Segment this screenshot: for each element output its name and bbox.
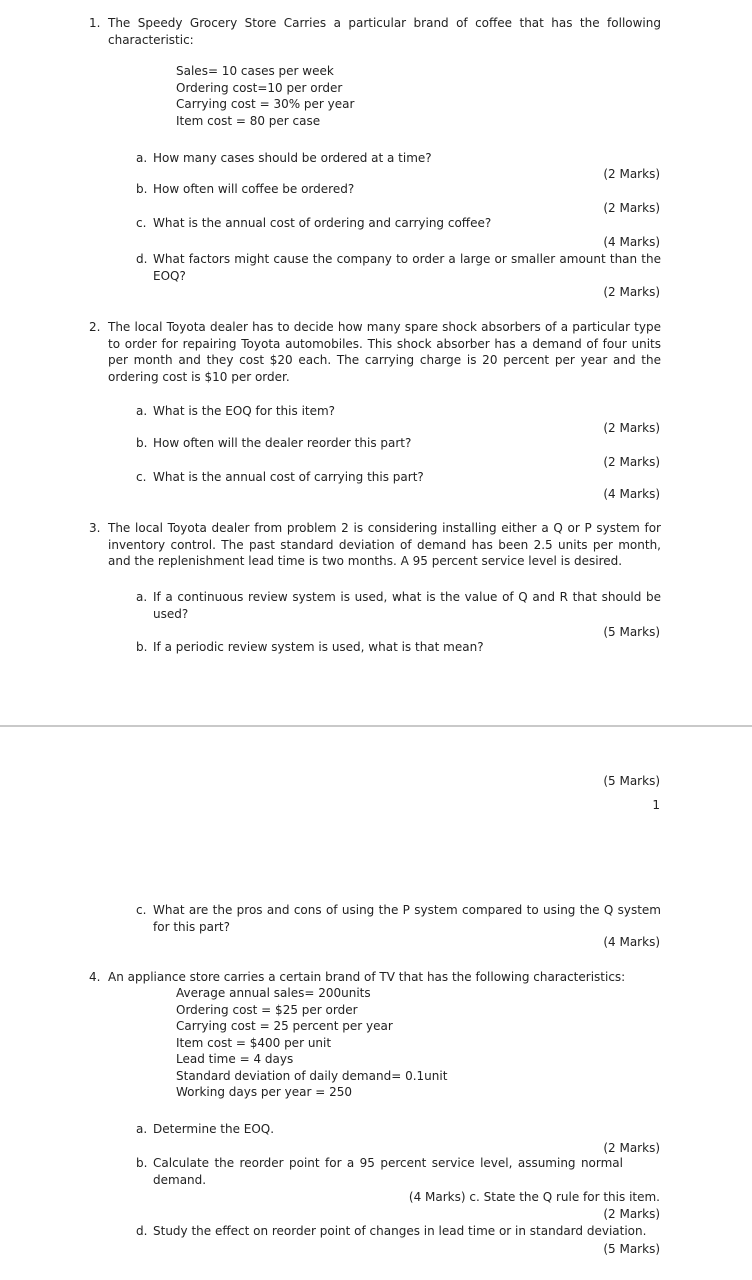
- q1c-label: c.: [136, 216, 147, 230]
- q3a-marks: (5 Marks): [603, 625, 660, 639]
- q3-text: The local Toyota dealer from problem 2 is considering installing either a Q or P system for inventory control. The past standard deviation of demand has been 2.5 units per month, and the replenishment lead time is two months. A 95 percent service level is desired.: [108, 521, 661, 568]
- q3c-marks: (4 Marks): [603, 935, 660, 949]
- q2a-marks: (2 Marks): [603, 421, 660, 435]
- q2a-text: What is the EOQ for this item?: [153, 404, 336, 418]
- page-number: 1: [652, 798, 660, 812]
- q4b-marks: (4 Marks): [408, 1190, 466, 1204]
- q4d-label: d.: [136, 1224, 148, 1238]
- q4-data-item-cost: Item cost = $400 per unit: [176, 1035, 332, 1050]
- q4-text: An appliance store carries a certain brand of TV that has the following characteristics:: [108, 970, 626, 984]
- q4d-marks: (5 Marks): [603, 1242, 660, 1256]
- q1c-marks: (4 Marks): [603, 235, 660, 249]
- q4c-text: State the Q rule for this item.: [483, 1190, 660, 1204]
- q1-text: The Speedy Grocery Store Carries a particular brand of coffee that has the following characteristic:: [108, 16, 661, 47]
- q1b-marks: (2 Marks): [603, 201, 660, 215]
- q4-data-ordering-cost: Ordering cost = $25 per order: [176, 1002, 358, 1017]
- q4-data-carrying-cost: Carrying cost = 25 percent per year: [176, 1019, 393, 1033]
- q4a-marks: (2 Marks): [603, 1141, 660, 1155]
- q4b-label: b.: [136, 1156, 148, 1170]
- q1-number: 1.: [89, 16, 101, 30]
- q4b-q4c-line: [409, 1189, 660, 1206]
- q3a-label: a.: [136, 590, 148, 604]
- q4-data-working-days: Working days per year = 250: [176, 1085, 353, 1099]
- q1a-marks: (2 Marks): [603, 167, 660, 181]
- q3b-label: b.: [136, 640, 148, 654]
- q1c-text: What is the annual cost of ordering and carrying coffee?: [153, 216, 492, 230]
- q1a-label: a.: [136, 151, 148, 165]
- q3c-label: c.: [136, 903, 147, 917]
- q2c-marks: (4 Marks): [603, 487, 660, 501]
- q4c-marks: (2 Marks): [603, 1207, 660, 1221]
- q1a-text: How many cases should be ordered at a time?: [153, 151, 432, 165]
- q2-number: 2.: [89, 320, 101, 334]
- q2b-label: b.: [136, 436, 148, 450]
- q4-data-std-dev: Standard deviation of daily demand= 0.1unit: [176, 1068, 448, 1083]
- q4-number: 4.: [89, 970, 101, 984]
- q4c-label: c.: [469, 1190, 480, 1204]
- q3a-text: If a continuous review system is used, what is the value of Q and R that should be used?: [153, 590, 661, 621]
- q4-data-annual-sales: Average annual sales= 200units: [176, 986, 371, 1000]
- q4-data-list: [176, 985, 447, 1101]
- q1d-text: What factors might cause the company to order a large or smaller amount than the EOQ?: [153, 252, 661, 283]
- q2-text: The local Toyota dealer has to decide how many spare shock absorbers of a particular type to order for repairing Toyota automobiles. This shock absorber has a demand of four units per month and they cost $20 each. The carrying charge is 20 percent per year and the ordering cost is $10 per order.: [108, 320, 661, 384]
- q1d-label: d.: [136, 252, 148, 266]
- q4d-text: Study the effect on reorder point of changes in lead time or in standard deviation.: [153, 1224, 647, 1238]
- q3c-text: What are the pros and cons of using the P system compared to using the Q system for this part?: [153, 903, 661, 934]
- q4b-text: Calculate the reorder point for a 95 percent service level, assuming normal demand.: [153, 1156, 623, 1187]
- q1-data-ordering-cost: Ordering cost=10 per order: [176, 80, 343, 95]
- q1d-marks: (2 Marks): [603, 285, 660, 299]
- q2c-text: What is the annual cost of carrying this part?: [153, 470, 424, 484]
- page-2: [0, 727, 752, 1280]
- q1-data-list: [176, 63, 354, 129]
- q4a-text: Determine the EOQ.: [153, 1122, 275, 1136]
- q2b-text: How often will the dealer reorder this part?: [153, 436, 412, 450]
- q1b-text: How often will coffee be ordered?: [153, 182, 355, 196]
- q3-number: 3.: [89, 521, 101, 535]
- q1b-label: b.: [136, 182, 148, 196]
- q1-data-carrying-cost: Carrying cost = 30% per year: [176, 97, 355, 111]
- q2b-marks: (2 Marks): [603, 455, 660, 469]
- q4-data-lead-time: Lead time = 4 days: [176, 1052, 294, 1066]
- q2a-label: a.: [136, 404, 148, 418]
- q3b-marks: (5 Marks): [603, 774, 660, 788]
- q1-data-item-cost: Item cost = 80 per case: [176, 113, 321, 128]
- q2c-label: c.: [136, 470, 147, 484]
- q3b-text: If a periodic review system is used, what is that mean?: [153, 640, 484, 654]
- q1-data-sales: Sales= 10 cases per week: [176, 64, 334, 78]
- q4a-label: a.: [136, 1122, 148, 1136]
